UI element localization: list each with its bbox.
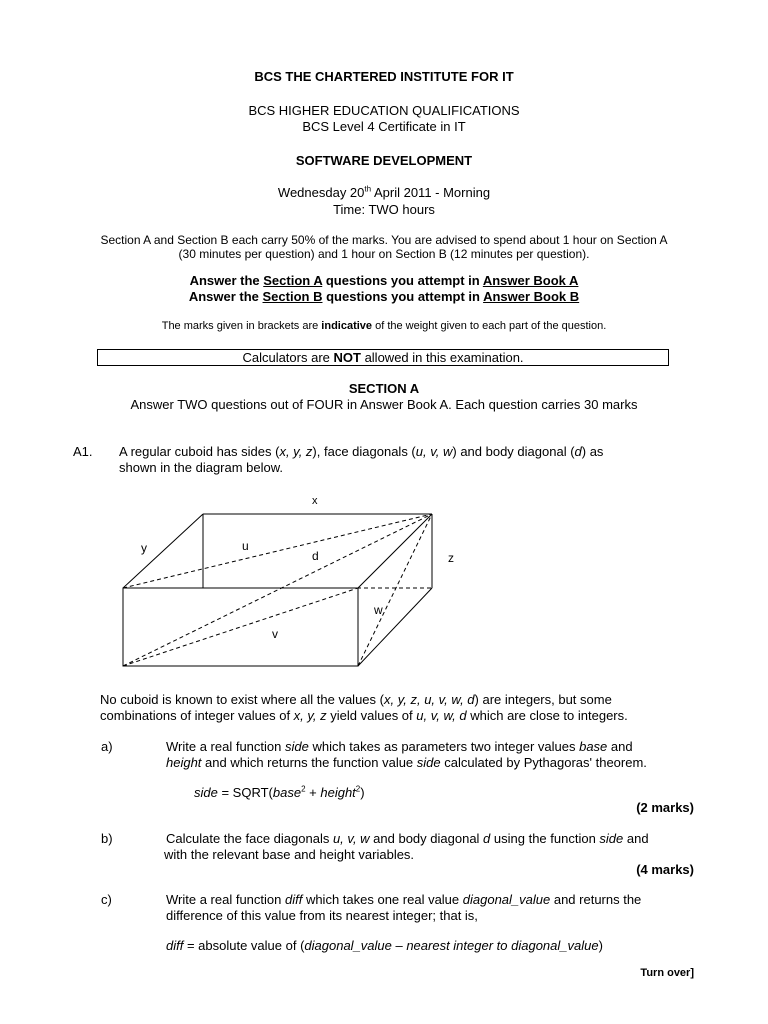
- qualification-line: BCS HIGHER EDUCATION QUALIFICATIONS: [248, 103, 520, 118]
- answer-instruction-a: Answer the Section A questions you attempt in Answer Book A: [189, 273, 579, 288]
- part-a-line-2: height and which returns the function value side calculated by Pythagoras' theorem.: [166, 755, 647, 770]
- diagonal-w: [358, 514, 432, 666]
- part-c-line-2: difference of this value from its nearest integer; that is,: [166, 908, 478, 923]
- diagonal-u: [123, 514, 432, 588]
- part-b-label: b): [101, 831, 113, 846]
- subject-title: SOFTWARE DEVELOPMENT: [295, 153, 473, 168]
- question-number: A1.: [73, 444, 93, 459]
- part-a-line-1: Write a real function side which takes as parameters two integer values base and: [166, 739, 633, 754]
- part-b-line-2: with the relevant base and height variables.: [164, 847, 415, 862]
- part-b-line-1: Calculate the face diagonals u, v, w and body diagonal d using the function side and: [166, 831, 649, 846]
- part-a-label: a): [101, 739, 113, 754]
- label-x: x: [312, 495, 318, 507]
- answer-instruction-b: Answer the Section B questions you attempt in Answer Book B: [188, 289, 580, 304]
- question-intro-line-1: A regular cuboid has sides (x, y, z), face diagonals (u, v, w) and body diagonal (d) as: [119, 444, 604, 459]
- marks-note: The marks given in brackets are indicative of the weight given to each part of the question.: [161, 320, 607, 332]
- edge-bottom-right: [358, 588, 432, 666]
- part-a-marks: (2 marks): [636, 800, 694, 815]
- instructions-line-2: (30 minutes per question) and 1 hour on Section B (12 minutes per question).: [178, 247, 590, 261]
- label-d: d: [312, 549, 319, 563]
- exam-time: Time: TWO hours: [333, 202, 435, 217]
- part-c-label: c): [101, 892, 112, 907]
- question-intro-line-2: shown in the diagram below.: [119, 460, 284, 475]
- part-a-formula: side = SQRT(base$^2$ + height$^2$): [194, 784, 365, 800]
- calculator-notice: Calculators are NOT allowed in this examination.: [97, 349, 669, 366]
- label-v: v: [272, 627, 278, 641]
- edge-top-right: [358, 514, 432, 588]
- edge-top-left: [123, 514, 203, 588]
- label-y: y: [141, 541, 147, 555]
- label-w: w: [374, 603, 383, 617]
- cuboid-paragraph-line-1: No cuboid is known to exist where all the values (x, y, z, u, v, w, d) are integers, but some: [100, 692, 612, 707]
- section-a-title: SECTION A: [348, 381, 420, 396]
- label-u: u: [242, 539, 249, 553]
- diagonal-v: [123, 588, 358, 666]
- instructions-line-1: Section A and Section B each carry 50% of the marks. You are advised to spend about 1 hour on Section A: [100, 233, 668, 247]
- diagonal-d: [123, 514, 432, 666]
- cuboid-paragraph-line-2: combinations of integer values of x, y, z yield values of u, v, w, d which are close to integers.: [100, 708, 628, 723]
- section-a-subtitle: Answer TWO questions out of FOUR in Answer Book A. Each question carries 30 marks: [130, 397, 638, 412]
- cuboid-diagram: [110, 488, 470, 678]
- part-b-marks: (4 marks): [636, 862, 694, 877]
- institute-title: BCS THE CHARTERED INSTITUTE FOR IT: [254, 69, 514, 84]
- exam-date: Wednesday 20th April 2011 - Morning: [277, 184, 491, 200]
- turn-over-note: Turn over]: [640, 967, 694, 979]
- level-line: BCS Level 4 Certificate in IT: [302, 119, 466, 134]
- label-z: z: [448, 551, 454, 565]
- part-c-line-1: Write a real function diff which takes one real value diagonal_value and returns the: [166, 892, 642, 907]
- part-c-formula: diff = absolute value of (diagonal_value – nearest integer to diagonal_value): [166, 938, 603, 953]
